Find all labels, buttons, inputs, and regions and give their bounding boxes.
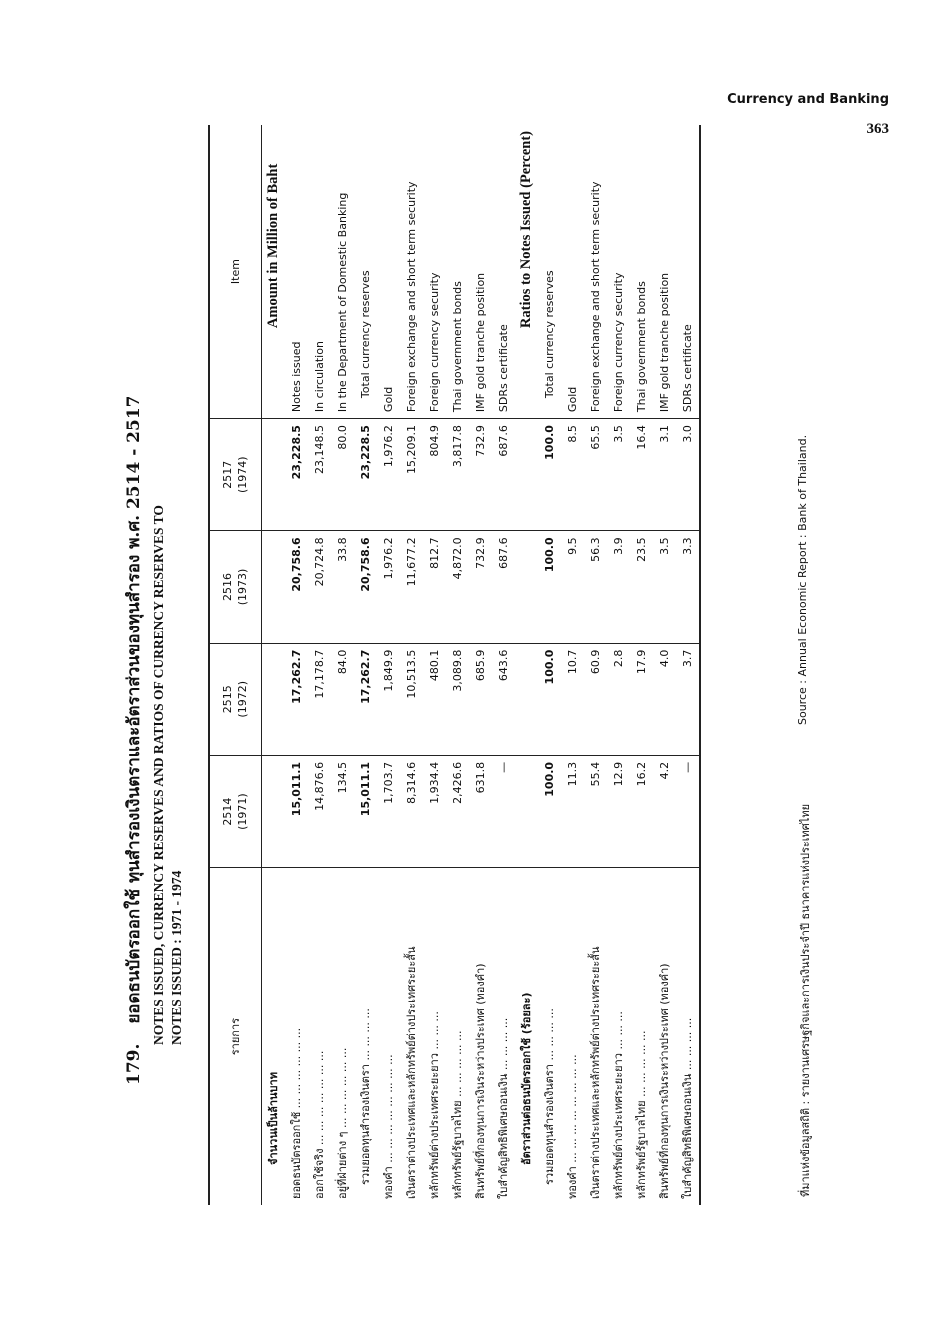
- row-label-thai: ออกใช้จริง ... ... ... ... ... ... ...: [308, 868, 331, 1205]
- section-header-ratios: [515, 125, 538, 1205]
- section-label-thai: อัตราส่วนต่อธนบัตรออกใช้ (ร้อยละ): [515, 868, 538, 1205]
- table-row: [584, 125, 607, 1205]
- title-english-line1: NOTES ISSUED, CURRENCY RESERVES AND RATIOS OF CURRENCY RESERVES TO: [151, 505, 166, 1045]
- title-thai: ยอดธนบัตรออกใช้ ทุนสำรองเงินตราและอัตราส่วนของทุนสำรอง พ.ศ. 2514 - 2517: [124, 395, 144, 1024]
- row-value: 804.9: [423, 419, 446, 531]
- row-value: 732.9: [469, 419, 492, 531]
- row-label-thai: หลักทรัพย์รัฐบาลไทย ... ... ... ... ...: [446, 868, 469, 1205]
- title-english-line2: NOTES ISSUED : 1971 - 1974: [169, 870, 184, 1045]
- table-row: [446, 125, 469, 1205]
- row-value: 1,934.4: [423, 755, 446, 867]
- row-value: 16.2: [630, 755, 653, 867]
- section-title: Currency and Banking: [727, 92, 889, 107]
- row-value: 17,262.7: [285, 643, 308, 755]
- header-year-4: 2517 (1974): [209, 419, 261, 531]
- row-value: 687.6: [492, 419, 515, 531]
- row-label-thai: สินทรัพย์ที่กองทุนการเงินระหว่างประเทศ (ทองคำ): [653, 868, 676, 1205]
- row-label-thai: หลักทรัพย์ต่างประเทศระยะยาว ... ... ...: [423, 868, 446, 1205]
- row-value: 23.5: [630, 531, 653, 643]
- row-value: 3.1: [653, 419, 676, 531]
- table-header-row: [209, 125, 261, 1205]
- row-value: 643.6: [492, 643, 515, 755]
- row-value: 65.5: [584, 419, 607, 531]
- row-label-english: Thai government bonds: [450, 281, 464, 413]
- row-value: 23,228.5: [285, 419, 308, 531]
- table-row: [561, 125, 584, 1205]
- row-value: —: [676, 755, 700, 867]
- row-label-english: In the Department of Domestic Banking: [335, 192, 349, 413]
- row-label-english: SDRs certificate: [496, 324, 510, 413]
- row-label-english: In circulation: [312, 341, 326, 413]
- table-row: [676, 125, 700, 1205]
- row-value: 11,677.2: [400, 531, 423, 643]
- row-label-thai: หลักทรัพย์ต่างประเทศระยะยาว ... ... ...: [607, 868, 630, 1205]
- row-label-thai: ยอดธนบัตรออกใช้ ... ... ... ... ... ...: [285, 868, 308, 1205]
- section-label-thai: จำนวนเป็นล้านบาท: [261, 868, 285, 1205]
- table-number: 179.: [124, 1043, 144, 1085]
- section-header-amount: [261, 125, 285, 1205]
- reserves-table: [208, 125, 701, 1205]
- row-value: 1,976.2: [377, 531, 400, 643]
- row-value: 812.7: [423, 531, 446, 643]
- table-row: [492, 125, 515, 1205]
- table-row: [331, 125, 354, 1205]
- header-year-1: 2514 (1971): [209, 755, 261, 867]
- row-value: 9.5: [561, 531, 584, 643]
- row-value: 100.0: [538, 531, 561, 643]
- header-thai: รายการ: [209, 868, 261, 1205]
- row-value: 17.9: [630, 643, 653, 755]
- table-row: [630, 125, 653, 1205]
- row-value: 4,872.0: [446, 531, 469, 643]
- row-value: 3.9: [607, 531, 630, 643]
- section-label-english: Amount in Million of Baht: [264, 163, 281, 329]
- table-row: [285, 125, 308, 1205]
- table-row: [377, 125, 400, 1205]
- row-label-thai: ทองคำ ... ... ... ... ... ... ... ...: [561, 868, 584, 1205]
- row-label-english: Gold: [381, 386, 395, 413]
- row-value: 732.9: [469, 531, 492, 643]
- row-label-thai: เงินตราต่างประเทศและหลักทรัพย์ต่างประเทศระยะสั้น: [400, 868, 423, 1205]
- row-value: 84.0: [331, 643, 354, 755]
- table-row: [423, 125, 446, 1205]
- row-value: 17,262.7: [354, 643, 377, 755]
- row-value: 16.4: [630, 419, 653, 531]
- row-value: 1,703.7: [377, 755, 400, 867]
- row-value: 15,011.1: [285, 755, 308, 867]
- row-value: 1,849.9: [377, 643, 400, 755]
- row-value: 2.8: [607, 643, 630, 755]
- header-year-2: 2515 (1972): [209, 643, 261, 755]
- row-label-thai: ใบสำคัญสิทธิพิเศษถอนเงิน ... ... ... ...: [492, 868, 515, 1205]
- row-value: 15,209.1: [400, 419, 423, 531]
- row-value: 631.8: [469, 755, 492, 867]
- row-label-english: Foreign exchange and short term security: [404, 181, 418, 413]
- row-label-english: SDRs certificate: [676, 125, 700, 419]
- row-label-english: Gold: [565, 386, 579, 413]
- source-thai: ที่มาแห่งข้อมูลสถิติ : รายงานเศรษฐกิจและการเงินประจำปี ธนาคารแห่งประเทศไทย: [799, 803, 812, 1197]
- row-label-thai: สินทรัพย์ที่กองทุนการเงินระหว่างประเทศ (ทองคำ): [469, 868, 492, 1205]
- header-year-3: 2516 (1973): [209, 531, 261, 643]
- table-title: [120, 145, 185, 1085]
- page-number: 363: [866, 121, 889, 137]
- table-row: [538, 125, 561, 1205]
- row-value: 3,817.8: [446, 419, 469, 531]
- row-value: 3,089.8: [446, 643, 469, 755]
- row-label-thai: อยู่ที่ฝ่ายต่าง ๆ ... ... ... ... ... ...: [331, 868, 354, 1205]
- table-row: [354, 125, 377, 1205]
- row-value: 480.1: [423, 643, 446, 755]
- row-value: 15,011.1: [354, 755, 377, 867]
- row-value: 80.0: [331, 419, 354, 531]
- row-value: 3.5: [607, 419, 630, 531]
- table-row: [607, 125, 630, 1205]
- row-label-english: Foreign currency security: [427, 272, 441, 413]
- row-value: 20,724.8: [308, 531, 331, 643]
- row-value: 20,758.6: [285, 531, 308, 643]
- row-value: 8.5: [561, 419, 584, 531]
- row-value: 3.0: [676, 419, 700, 531]
- table-row: [308, 125, 331, 1205]
- row-value: 3.7: [676, 643, 700, 755]
- row-value: 100.0: [538, 419, 561, 531]
- section-label-english: Ratios to Notes Issued (Percent): [517, 131, 534, 329]
- row-value: 100.0: [538, 643, 561, 755]
- row-value: —: [492, 755, 515, 867]
- row-value: 1,976.2: [377, 419, 400, 531]
- row-label-english: Total currency reserves: [542, 270, 556, 399]
- row-value: 12.9: [607, 755, 630, 867]
- row-value: 20,758.6: [354, 531, 377, 643]
- table-row: [653, 125, 676, 1205]
- row-label-thai: รวมยอดทุนสำรองเงินตรา ... ... ... ...: [354, 868, 377, 1205]
- row-label-thai: ใบสำคัญสิทธิพิเศษถอนเงิน ... ... ... ...: [676, 868, 700, 1205]
- row-label-english: Notes issued: [289, 341, 303, 413]
- row-value: 23,228.5: [354, 419, 377, 531]
- row-label-english: Thai government bonds: [634, 281, 648, 413]
- row-value: 2,426.6: [446, 755, 469, 867]
- source-english: Source : Annual Economic Report : Bank of Thailand.: [796, 434, 809, 725]
- row-value: 55.4: [584, 755, 607, 867]
- row-label-thai: รวมยอดทุนสำรองเงินตรา ... ... ... ...: [538, 868, 561, 1205]
- row-value: 10,513.5: [400, 643, 423, 755]
- row-value: 4.2: [653, 755, 676, 867]
- row-value: 11.3: [561, 755, 584, 867]
- row-value: 23,148.5: [308, 419, 331, 531]
- row-value: 33.8: [331, 531, 354, 643]
- table-body: [261, 125, 700, 1205]
- row-label-english: IMF gold tranche position: [657, 272, 671, 413]
- header-item: Item: [209, 125, 261, 419]
- row-value: 687.6: [492, 531, 515, 643]
- row-label-english: Total currency reserves: [358, 270, 372, 399]
- row-label-thai: หลักทรัพย์รัฐบาลไทย ... ... ... ... ...: [630, 868, 653, 1205]
- row-value: 134.5: [331, 755, 354, 867]
- row-value: 17,178.7: [308, 643, 331, 755]
- rotated-page-content: [120, 125, 820, 1205]
- row-value: 8,314.6: [400, 755, 423, 867]
- row-value: 3.3: [676, 531, 700, 643]
- table-row: [469, 125, 492, 1205]
- row-value: 56.3: [584, 531, 607, 643]
- row-value: 14,876.6: [308, 755, 331, 867]
- row-label-english: Foreign currency security: [611, 272, 625, 413]
- row-label-english: Foreign exchange and short term security: [588, 181, 602, 413]
- table-row: [400, 125, 423, 1205]
- row-value: 10.7: [561, 643, 584, 755]
- row-value: 60.9: [584, 643, 607, 755]
- row-label-thai: เงินตราต่างประเทศและหลักทรัพย์ต่างประเทศระยะสั้น: [584, 868, 607, 1205]
- row-value: 3.5: [653, 531, 676, 643]
- row-value: 100.0: [538, 755, 561, 867]
- row-label-thai: ทองคำ ... ... ... ... ... ... ... ...: [377, 868, 400, 1205]
- row-label-english: IMF gold tranche position: [473, 272, 487, 413]
- row-value: 685.9: [469, 643, 492, 755]
- row-value: 4.0: [653, 643, 676, 755]
